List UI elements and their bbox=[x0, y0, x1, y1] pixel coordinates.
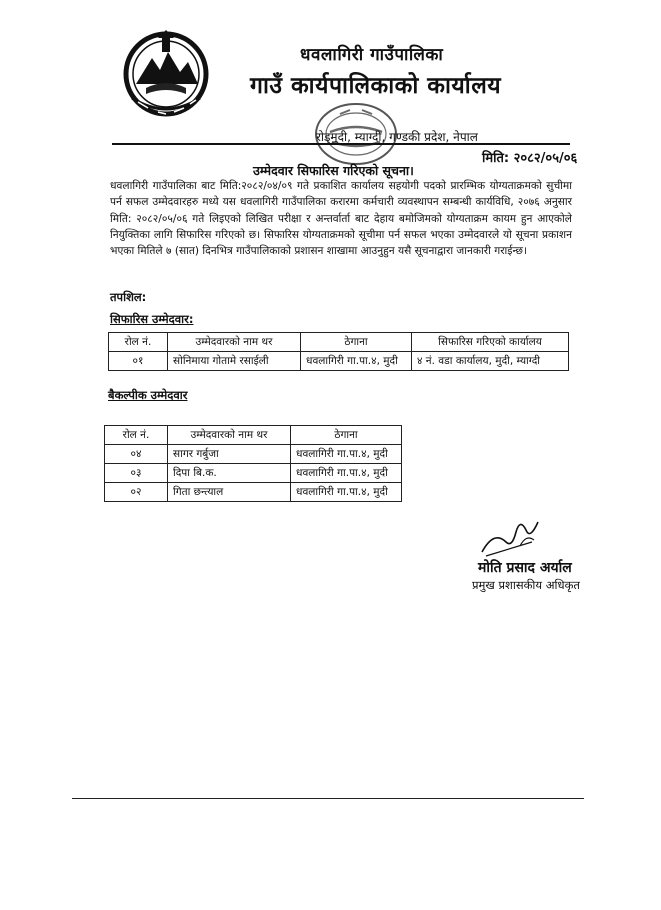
col-address: ठेगाना bbox=[301, 333, 412, 352]
cell-name: सोनिमाया गोतामे रसाईली bbox=[168, 352, 301, 371]
municipality-name: धवलागिरी गाउँपालिका bbox=[300, 45, 444, 65]
cell-roll: ०२ bbox=[105, 483, 168, 502]
col-roll: रोल नं. bbox=[105, 426, 168, 445]
signatory-name: मोति प्रसाद अर्याल bbox=[478, 560, 572, 576]
cell-address: धवलागिरी गा.पा.४, मुदी bbox=[291, 483, 402, 502]
nepal-emblem-icon bbox=[118, 28, 214, 120]
header-divider bbox=[112, 143, 570, 145]
footer-divider bbox=[72, 798, 584, 799]
cell-office: ४ नं. वडा कार्यालय, मुदी, म्याग्दी bbox=[412, 352, 569, 371]
signature-icon bbox=[476, 512, 546, 560]
alternate-title: बैकल्पीक उम्मेदवार bbox=[108, 388, 188, 402]
cell-name: सागर गर्बुजा bbox=[168, 445, 291, 464]
col-roll: रोल नं. bbox=[109, 333, 168, 352]
cell-name: दिपा बि.क. bbox=[168, 464, 291, 483]
office-name: गाउँ कार्यपालिकाको कार्यालय bbox=[250, 73, 502, 99]
signatory-title: प्रमुख प्रशासकीय अधिकृत bbox=[472, 578, 580, 592]
cell-address: धवलागिरी गा.पा.४, मुदी bbox=[291, 445, 402, 464]
table-row bbox=[105, 464, 402, 483]
table-header-row bbox=[109, 333, 569, 352]
table-row bbox=[105, 445, 402, 464]
cell-roll: ०३ bbox=[105, 464, 168, 483]
cell-roll: ०४ bbox=[105, 445, 168, 464]
office-address: रोड्मुदी, म्याग्दी, गण्डकी प्रदेश, नेपाल bbox=[316, 130, 478, 144]
cell-name: गिता छन्त्याल bbox=[168, 483, 291, 502]
cell-address: धवलागिरी गा.पा.४, मुदी bbox=[291, 464, 402, 483]
table-row bbox=[109, 352, 569, 371]
col-office: सिफारिस गरिएको कार्यालय bbox=[412, 333, 569, 352]
details-label: तपशिल: bbox=[110, 290, 147, 304]
recommended-title: सिफारिस उम्मेदवार: bbox=[110, 312, 194, 326]
recommended-table bbox=[108, 332, 569, 371]
cell-address: धवलागिरी गा.पा.४, मुदी bbox=[301, 352, 412, 371]
alternate-table bbox=[104, 425, 402, 502]
notice-date: मिति: २०८२/०५/०६ bbox=[482, 151, 578, 166]
notice-paragraph: धवलागिरी गाउँपालिका बाट मिति:२०८२/०४/०९ गते प्रकाशित कार्यालय सहयोगी पदको प्रारम्भिक योग्यताक्रमको सुचीमा पर्न सफल उम्मेदवारहरु मध्ये यस धवलागिरी गाउँपालिका करारमा कर्मचारी व्यवस्थापन सम्बन्धी कार्यविधि, २०७६ अनुसार मिति: २०८२/०५/०६ गते लिइएको लिखित परीक्षा र अन्तर्वार्ता बाट देहाय बमोजिमको योग्यताक्रम कायम हुन आएकोले नियुक्तिका लागि सिफारिस गरिएको छ। सिफारिस योग्यताक्रमको सूचीमा पर्न सफल भएका उम्मेदवारले यो सूचना प्रकाशन भएका मितिले ७ (सात) दिनभित्र गाउँपालिकाको प्रशासन शाखामा आउनुहुन यसै सूचनाद्वारा जानकारी गराईन्छ। bbox=[110, 180, 572, 258]
table-header-row bbox=[105, 426, 402, 445]
col-name: उम्मेदवारको नाम थर bbox=[168, 333, 301, 352]
cell-roll: ०१ bbox=[109, 352, 168, 371]
col-name: उम्मेदवारको नाम थर bbox=[168, 426, 291, 445]
notice-title: उम्मेदवार सिफारिस गरिएको सूचना। bbox=[253, 163, 414, 178]
table-row bbox=[105, 483, 402, 502]
col-address: ठेगाना bbox=[291, 426, 402, 445]
